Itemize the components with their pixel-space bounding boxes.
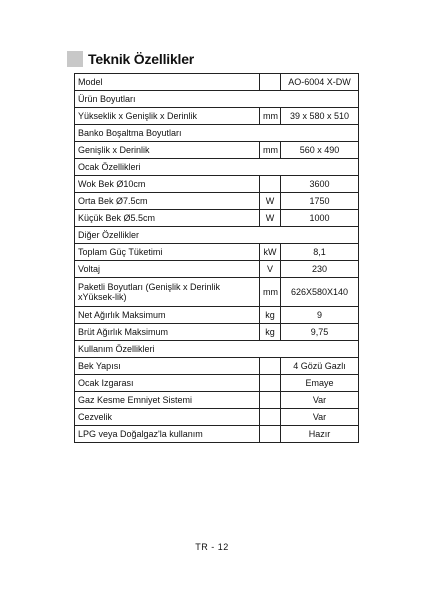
row-value: 1750 bbox=[281, 193, 359, 210]
table-row bbox=[75, 358, 359, 375]
row-label: Gaz Kesme Emniyet Sistemi bbox=[75, 392, 260, 409]
row-label: Genişlik x Derinlik bbox=[75, 142, 260, 159]
row-unit: V bbox=[260, 261, 281, 278]
row-unit bbox=[260, 426, 281, 443]
row-unit bbox=[260, 176, 281, 193]
table-row bbox=[75, 261, 359, 278]
row-label: LPG veya Doğalgaz'la kullanım bbox=[75, 426, 260, 443]
table-row bbox=[75, 193, 359, 210]
row-label: Cezvelik bbox=[75, 409, 260, 426]
row-value: 39 x 580 x 510 bbox=[281, 108, 359, 125]
row-value: 626X580X140 bbox=[281, 278, 359, 307]
row-unit bbox=[260, 375, 281, 392]
table-row bbox=[75, 278, 359, 307]
section-label: Ürün Boyutları bbox=[75, 91, 359, 108]
row-value: 8,1 bbox=[281, 244, 359, 261]
row-unit: mm bbox=[260, 278, 281, 307]
table-section-row bbox=[75, 159, 359, 176]
row-value: Emaye bbox=[281, 375, 359, 392]
table-row bbox=[75, 210, 359, 227]
table-row bbox=[75, 244, 359, 261]
row-unit: mm bbox=[260, 142, 281, 159]
table-row bbox=[75, 392, 359, 409]
page-number: TR - 12 bbox=[195, 542, 229, 552]
row-label: Paketli Boyutları (Genişlik x Derinlik xYüksek-lik) bbox=[75, 278, 260, 307]
table-row bbox=[75, 426, 359, 443]
heading-square-icon bbox=[67, 51, 83, 67]
table-row bbox=[75, 375, 359, 392]
row-unit: kW bbox=[260, 244, 281, 261]
table-section-row bbox=[75, 341, 359, 358]
table-row bbox=[75, 307, 359, 324]
row-value: 3600 bbox=[281, 176, 359, 193]
row-unit bbox=[260, 74, 281, 91]
table-section-row bbox=[75, 227, 359, 244]
row-label: Voltaj bbox=[75, 261, 260, 278]
row-unit: kg bbox=[260, 307, 281, 324]
row-value: Var bbox=[281, 392, 359, 409]
row-value: AO-6004 X-DW bbox=[281, 74, 359, 91]
table-row bbox=[75, 142, 359, 159]
table-row bbox=[75, 74, 359, 91]
row-unit: W bbox=[260, 210, 281, 227]
row-value: 9 bbox=[281, 307, 359, 324]
row-label: Ocak Izgarası bbox=[75, 375, 260, 392]
table-section-row bbox=[75, 125, 359, 142]
row-value: Var bbox=[281, 409, 359, 426]
page-title: Teknik Özellikler bbox=[88, 51, 195, 67]
section-heading bbox=[67, 50, 194, 68]
row-unit: mm bbox=[260, 108, 281, 125]
row-unit bbox=[260, 392, 281, 409]
row-label: Brüt Ağırlık Maksimum bbox=[75, 324, 260, 341]
row-label: Bek Yapısı bbox=[75, 358, 260, 375]
row-value: 4 Gözü Gazlı bbox=[281, 358, 359, 375]
row-value: 9,75 bbox=[281, 324, 359, 341]
table-section-row bbox=[75, 91, 359, 108]
section-label: Diğer Özellikler bbox=[75, 227, 359, 244]
row-label: Toplam Güç Tüketimi bbox=[75, 244, 260, 261]
section-label: Ocak Özellikleri bbox=[75, 159, 359, 176]
row-value: 230 bbox=[281, 261, 359, 278]
table-row bbox=[75, 176, 359, 193]
section-label: Banko Boşaltma Boyutları bbox=[75, 125, 359, 142]
row-value: 560 x 490 bbox=[281, 142, 359, 159]
row-value: 1000 bbox=[281, 210, 359, 227]
row-value: Hazır bbox=[281, 426, 359, 443]
row-label: Küçük Bek Ø5.5cm bbox=[75, 210, 260, 227]
row-label: Wok Bek Ø10cm bbox=[75, 176, 260, 193]
row-label: Model bbox=[75, 74, 260, 91]
row-label: Yükseklik x Genişlik x Derinlik bbox=[75, 108, 260, 125]
table-row bbox=[75, 108, 359, 125]
row-label: Orta Bek Ø7.5cm bbox=[75, 193, 260, 210]
section-label: Kullanım Özellikleri bbox=[75, 341, 359, 358]
row-unit bbox=[260, 358, 281, 375]
table-row bbox=[75, 324, 359, 341]
row-unit: W bbox=[260, 193, 281, 210]
table-row bbox=[75, 409, 359, 426]
row-unit: kg bbox=[260, 324, 281, 341]
row-unit bbox=[260, 409, 281, 426]
row-label: Net Ağırlık Maksimum bbox=[75, 307, 260, 324]
spec-table bbox=[74, 73, 359, 443]
